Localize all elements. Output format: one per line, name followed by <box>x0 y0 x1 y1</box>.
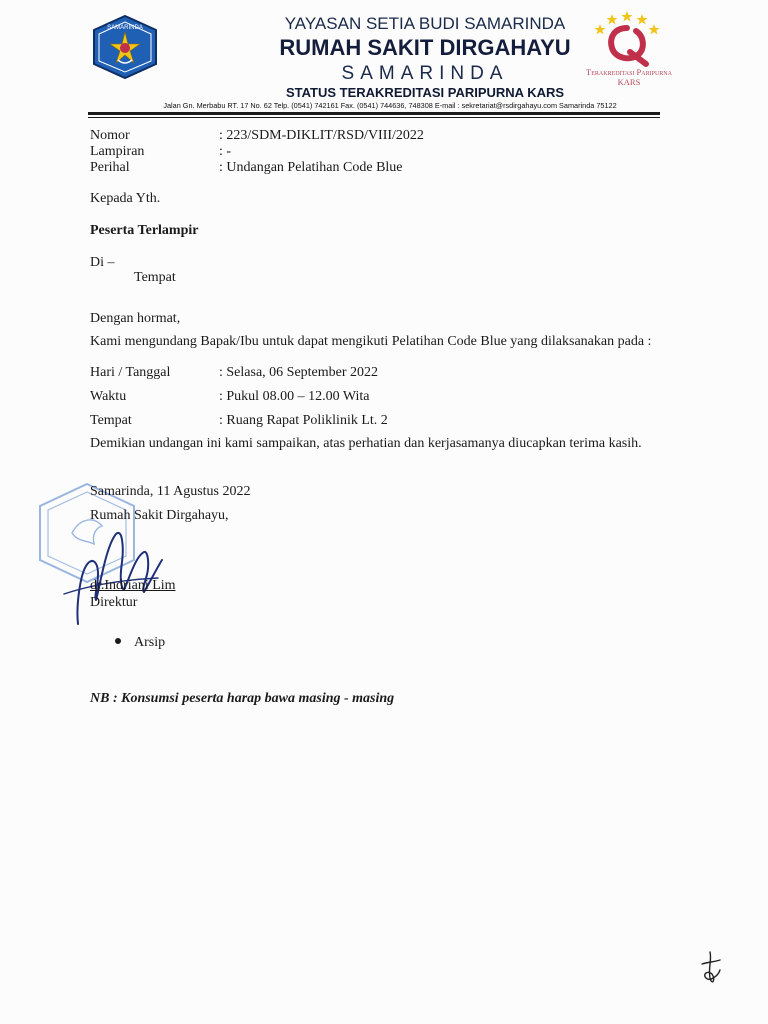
handwritten-signature <box>58 516 178 628</box>
nomor-value: : 223/SDM-DIKLIT/RSD/VIII/2022 <box>219 128 424 143</box>
bullet-icon <box>115 638 121 644</box>
header-rule-thick <box>88 112 660 115</box>
detail-label: Waktu <box>90 389 127 404</box>
hospital-city: SAMARINDA <box>341 63 509 84</box>
nomor-label: Nomor <box>90 128 130 143</box>
recipient-greeting: Kepada Yth. <box>90 191 161 206</box>
hospital-address: Jalan Gn. Merbabu RT. 17 No. 62 Telp. (0541) 742161 Fax. (0541) 744636, 748308 E-mail : sekretariat@rsdirgahayu.com Samarinda 75122 <box>163 101 617 110</box>
cc-item: Arsip <box>134 635 166 650</box>
intro-paragraph: Kami mengundang Bapak/Ibu untuk dapat mengikuti Pelatihan Code Blue yang dilaksanakan pada : <box>90 334 652 349</box>
hospital-name: RUMAH SAKIT DIRGAHAYU <box>279 35 571 60</box>
header-rule-thin <box>88 117 660 118</box>
lampiran-value: : - <box>219 144 232 159</box>
perihal-value: : Undangan Pelatihan Code Blue <box>219 160 403 175</box>
signature-institution: Rumah Sakit Dirgahayu, <box>90 508 229 523</box>
signatory-title: Direktur <box>90 595 138 610</box>
recipient-name: Peserta Terlampir <box>90 223 199 238</box>
kars-caption-line2: KARS <box>617 77 641 87</box>
note-text: NB : Konsumsi peserta harap bawa masing - masing <box>90 691 395 706</box>
detail-label: Hari / Tanggal <box>90 365 171 380</box>
signatory-name: dr.Indriani Lim <box>90 578 176 593</box>
signature-place-date: Samarinda, 11 Agustus 2022 <box>90 484 251 499</box>
accreditation-status: STATUS TERAKREDITASI PARIPURNA KARS <box>285 85 565 100</box>
detail-value: : Ruang Rapat Poliklinik Lt. 2 <box>219 413 388 428</box>
foundation-name: YAYASAN SETIA BUDI SAMARINDA <box>284 14 566 33</box>
recipient-place: Tempat <box>134 270 176 285</box>
detail-label: Tempat <box>90 413 132 428</box>
opening-salutation: Dengan hormat, <box>90 311 181 326</box>
recipient-di: Di – <box>90 255 115 270</box>
lampiran-label: Lampiran <box>90 144 145 159</box>
closing-paragraph: Demikian undangan ini kami sampaikan, atas perhatian dan kerjasamanya diucapkan terima kasih. <box>90 436 642 451</box>
left-logo-text: SAMARINDA <box>107 25 143 31</box>
initial-paraf <box>696 950 726 990</box>
detail-value: : Pukul 08.00 – 12.00 Wita <box>219 389 370 404</box>
perihal-label: Perihal <box>90 160 130 175</box>
detail-value: : Selasa, 06 September 2022 <box>219 365 379 380</box>
kars-caption-line1: Terakreditasi Paripurna <box>586 67 672 77</box>
hospital-logo-left <box>90 14 160 80</box>
